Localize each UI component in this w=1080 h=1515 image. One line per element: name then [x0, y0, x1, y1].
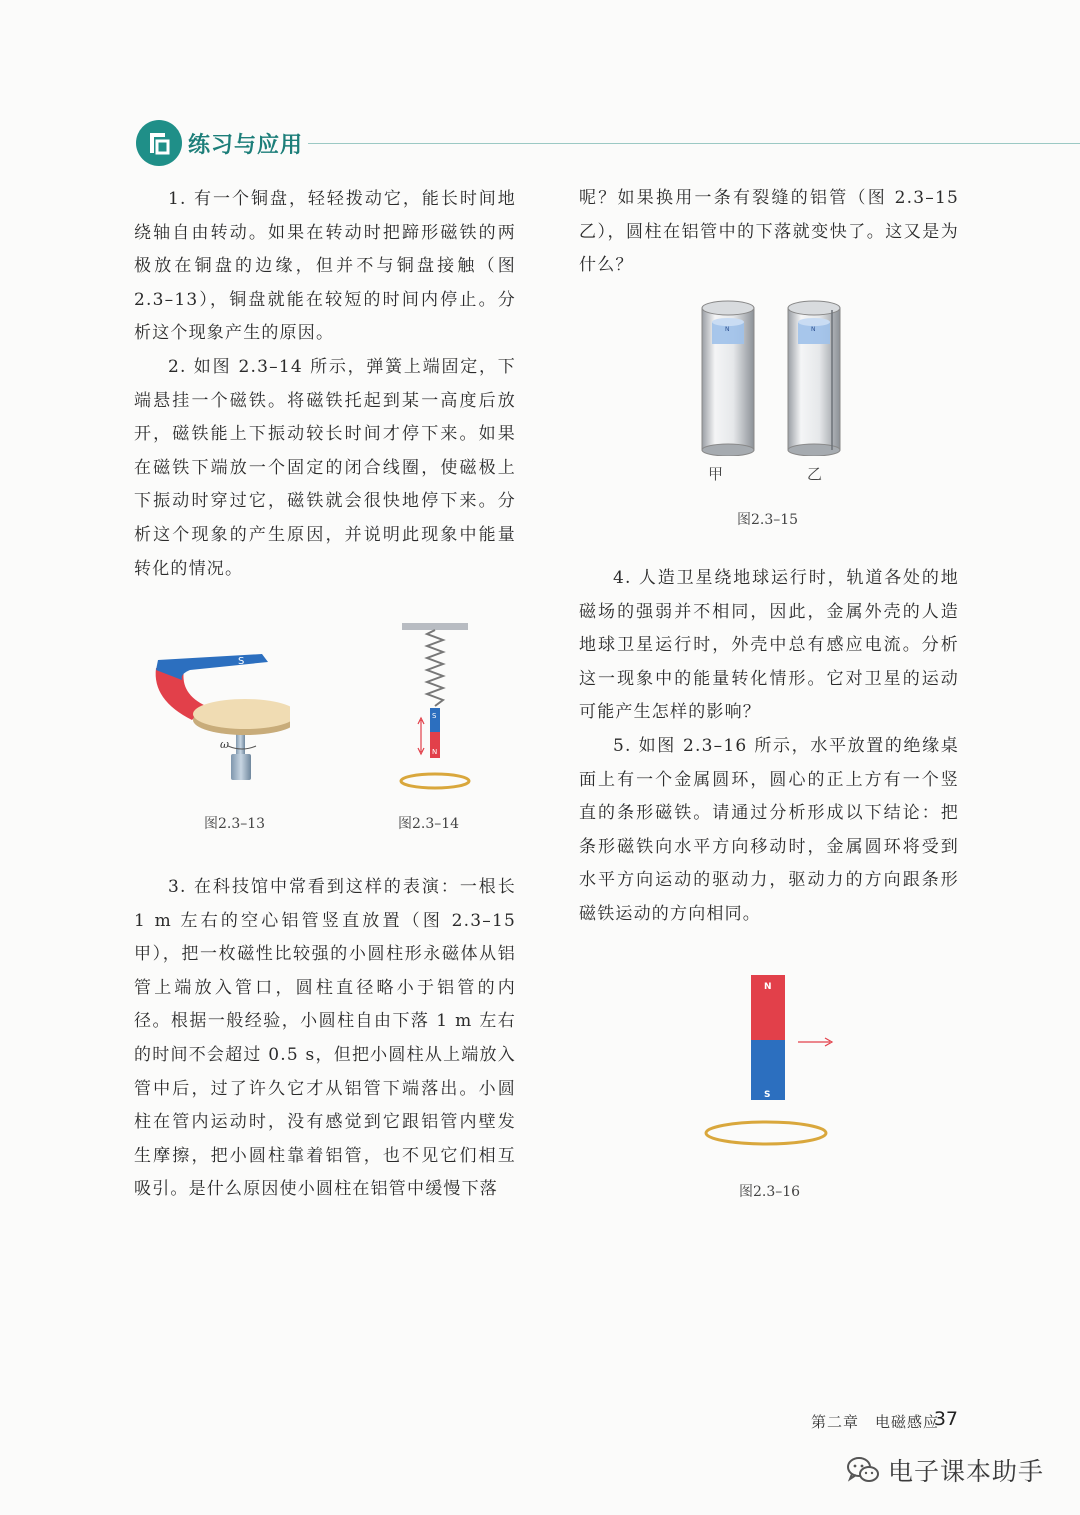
fixed-ceiling	[402, 623, 468, 630]
tube-label-b: 乙	[807, 465, 823, 483]
move-direction-arrow	[798, 1038, 832, 1046]
tube-label-a: 甲	[708, 465, 724, 483]
section-header	[136, 118, 1080, 170]
figure-2-3-15	[690, 296, 850, 456]
tube-b-pole: N	[811, 326, 816, 333]
tube-a	[702, 301, 754, 456]
header-rule	[308, 143, 1080, 144]
problem-3-continued: 呢？如果换用一条有裂缝的铝管（图 2.3–15 乙），圆柱在铝管中的下落就变快了。这又是为什么？	[579, 188, 959, 276]
problem-2: 2. 如图 2.3–14 所示，弹簧上端固定，下端悬挂一个磁铁。将磁铁托起到某一高度后放开，磁铁能上下振动较长时间才停下来。如果在磁铁下端放一个固定的闭合线圈，使磁极上下振动时穿过它，磁铁就会很快地停下来。分析这个现象的产生原因，并说明此现象中能量转化的情况。	[134, 356, 516, 579]
watermark	[846, 1450, 1044, 1490]
problem-3: 3. 在科技馆中常看到这样的表演：一根长 1 m 左右的空心铝管竖直放置（图 2.3–15 甲），把一枚磁性比较强的小圆柱形永磁体从铝管上端放入管口，圆柱直径略小于铝管的内径。根据一般经验，小圆柱自由下落 1 m 左右的时间不会超过 0.5 s，但把小圆柱从上端放入管中后，过了许久它才从铝管下端落出。小圆柱在管内运动时，没有感觉到它跟铝管内壁发生摩擦，把小圆柱靠着铝管，也不见它们相互吸引。是什么原因使小圆柱在铝管中缓慢下落	[134, 877, 516, 1200]
right-column-bottom	[579, 562, 959, 932]
caption-2-3-15: 图2.3–15	[737, 512, 799, 528]
axle-base	[231, 754, 251, 780]
pole-n-label: N	[432, 748, 438, 756]
watermark-text: 电子课本助手	[888, 1457, 1045, 1486]
caption-2-3-16: 图2.3–16	[739, 1184, 801, 1200]
exercise-icon	[136, 120, 182, 166]
bar-magnet-s-label: S	[764, 1090, 771, 1100]
bar-magnet-n-label: N	[764, 982, 772, 992]
problem-5: 5. 如图 2.3–16 所示，水平放置的绝缘桌面上有一个金属圆环，圆心的正上方有一个竖直的条形磁铁。请通过分析形成以下结论：把条形磁铁向水平方向移动时，金属圆环将受到水平方向运动的驱动力，驱动力的方向跟条形磁铁运动的方向相同。	[579, 735, 959, 924]
left-column-bottom	[134, 871, 516, 1207]
caption-2-3-14: 图2.3–14	[398, 816, 460, 832]
pole-s-label: S	[432, 712, 437, 720]
figure-2-3-13	[150, 640, 290, 790]
vibration-arrow	[418, 718, 424, 754]
figure-2-3-16	[700, 975, 840, 1155]
problem-4: 4. 人造卫星绕地球运行时，轨道各处的地磁场的强弱并不相同，因此，金属外壳的人造地球卫星运行时，外壳中总有感应电流。分析这一现象中的能量转化情形。它对卫星的运动可能产生怎样的影响？	[579, 568, 959, 723]
section-title: 练习与应用	[188, 133, 304, 158]
tube-b	[788, 301, 840, 456]
problem-1: 1. 有一个铜盘，轻轻拨动它，能长时间地绕轴自由转动。如果在转动时把蹄形磁铁的两极放在铜盘的边缘，但并不与铜盘接触（图 2.3–13），铜盘就能在较短的时间内停止。分析这个现象产生的原因。	[134, 189, 516, 344]
left-column-top	[134, 183, 516, 586]
horseshoe-magnet-blue	[156, 654, 268, 680]
metal-ring	[706, 1122, 826, 1144]
omega-label: ω	[220, 738, 229, 751]
right-column-top	[579, 182, 959, 283]
spring	[427, 630, 443, 706]
footer-chapter: 第二章 电磁感应	[810, 1413, 939, 1431]
wechat-icon	[846, 1455, 880, 1485]
figure-2-3-14	[395, 620, 475, 800]
tube-a-pole: N	[725, 326, 730, 333]
page-number: 37	[933, 1408, 958, 1430]
closed-coil	[401, 774, 469, 788]
magnet-pole-label: S	[238, 656, 245, 667]
caption-2-3-13: 图2.3–13	[204, 816, 266, 832]
